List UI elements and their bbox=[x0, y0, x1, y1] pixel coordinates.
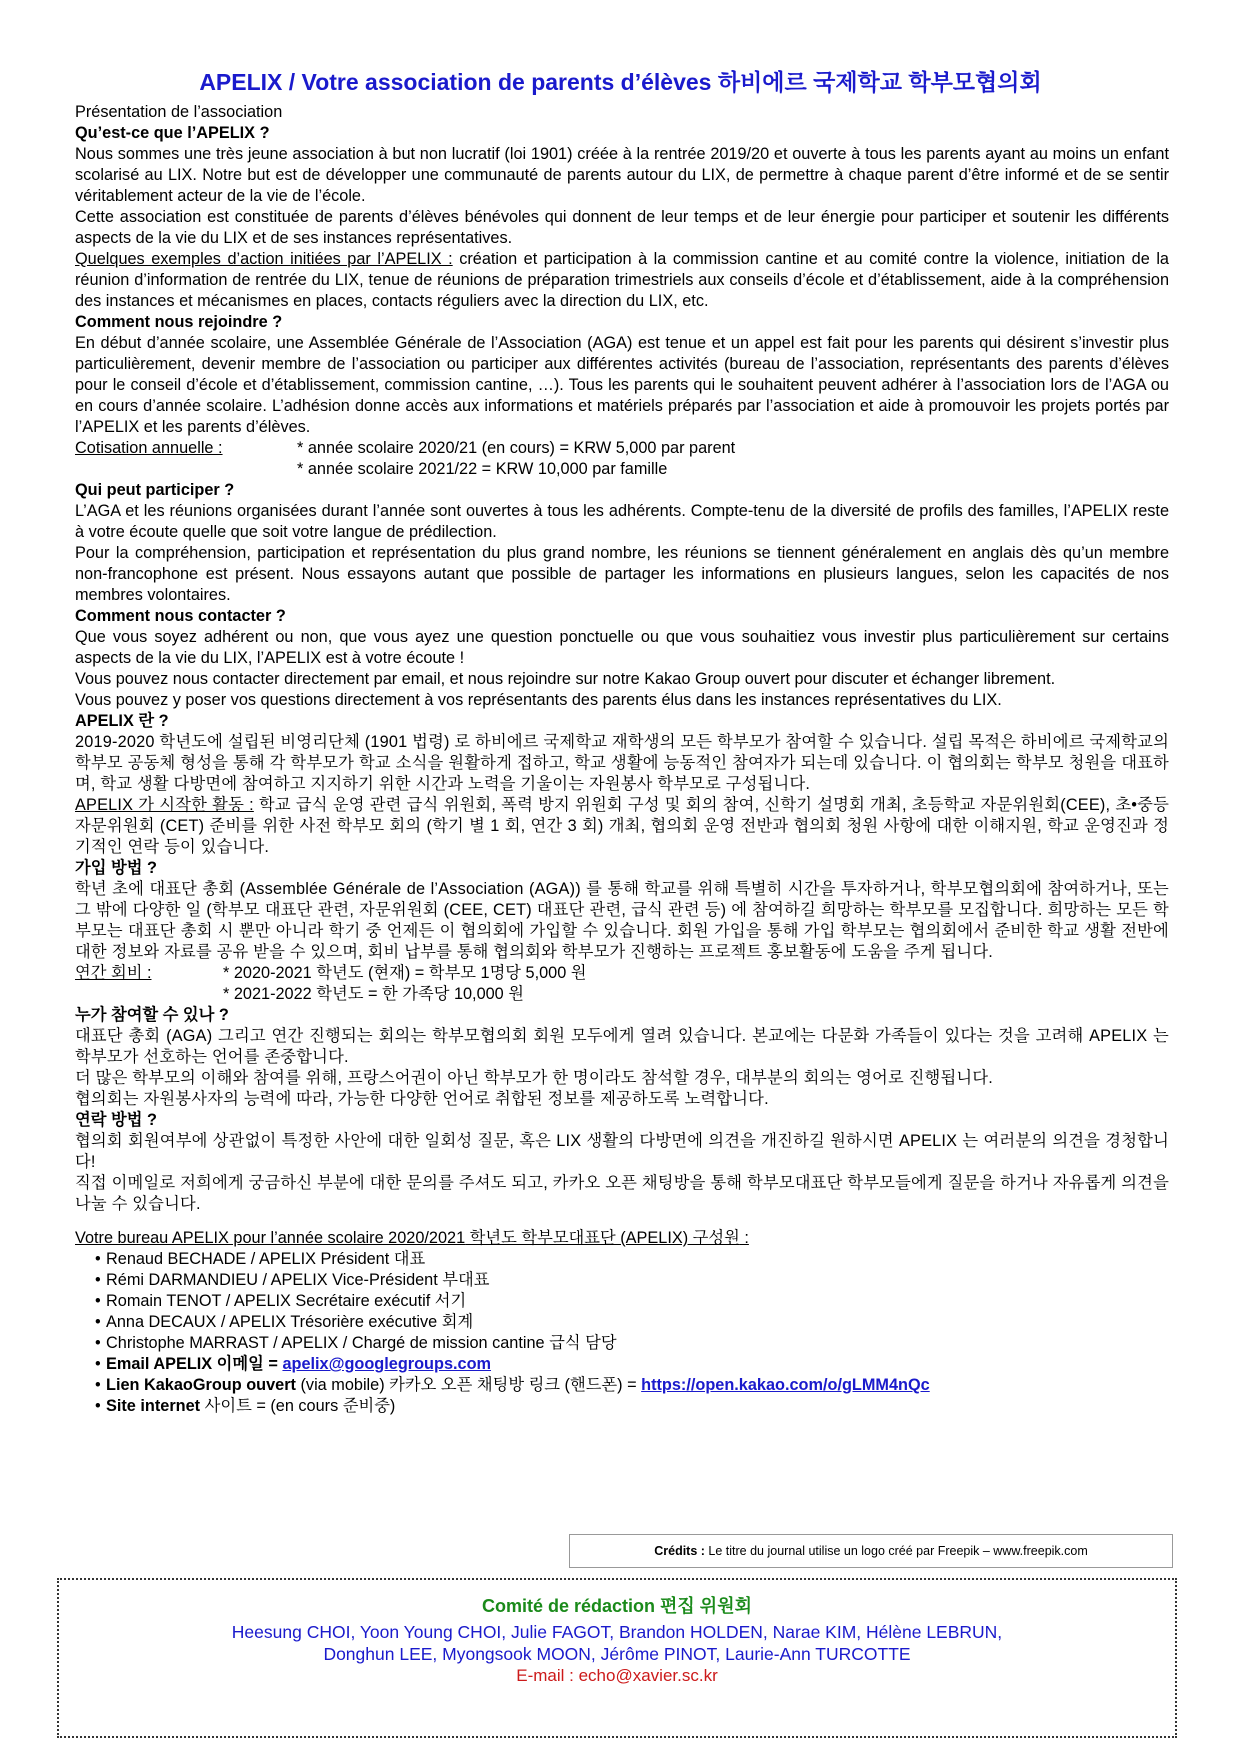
fr-q1-p1: Nous sommes une très jeune association à but non lucratif (loi 1901) créée à la rentrée 2019/20 et ouverte à tous les parents ayant au moins un enfant scolarisé au LIX. Notre but est de développer une communauté de parents autour du LIX, de permettre à chaque parent d’être informé et de se sentir véritablement acteur de la vie de l’école. bbox=[75, 145, 1169, 205]
ko-actions-text: 학교 급식 운영 관련 급식 위원회, 폭력 방지 위원회 구성 및 회의 참여, 신학기 설명회 개최, 초등학교 자문위원회(CEE), 초•중등 자문위원회 (CET) 준비를 위한 사전 학부모 회의 (학기 별 1 회, 연간 3 회) 개최, 협의회 운영 전반과 협의회 청원 사항에 대한 이해지원, 학교 운영진과 정기적인 연락 등이 있습니다. bbox=[75, 796, 1170, 856]
fr-q4-title: Comment nous contacter ? bbox=[75, 607, 286, 625]
fr-cotisation-row-1 bbox=[75, 438, 1169, 459]
ko-q3-p3: 협의회는 자원봉사자의 능력에 따라, 가능한 다양한 언어로 취합된 정보를 제공하도록 노력합니다. bbox=[75, 1090, 769, 1108]
ko-q2-p1: 학년 초에 대표단 총회 (Assemblée Générale de l’Association (AGA)) 를 통해 학교를 위해 특별히 시간을 투자하거나, 학부모협의회에 참여하거나, 또는 그 밖에 다양한 일 (학부모 대표단 관련, 자문위원회 (CEE, CET) 대표단 관련, 급식 관련 등) 에 참여하길 희망하는 학부모를 모집합니다. 희망하는 모든 학부모는 대표단 총회 시 뿐만 아니라 학기 중 언제든 이 협의회에 가입할 수 있습니다. 회원 가입을 통해 가입 학부모는 협의회에서 준비한 학교 생활 전반에 대한 정보와 자료를 공유 받을 수 있으며, 회비 납부를 통해 협의회와 학부모가 진행하는 프로젝트 홍보활동에 도움을 주게 됩니다. bbox=[75, 880, 1169, 961]
kakao-mid: (via mobile) 카카오 오픈 채팅방 링크 (핸드폰) = bbox=[295, 1376, 642, 1394]
committee-names-line-2: Donghun LEE, Myongsook MOON, Jérôme PINOT, Laurie-Ann TURCOTTE bbox=[323, 1644, 911, 1664]
fr-q2-p1: En début d’année scolaire, une Assemblée Générale de l’Association (AGA) est tenue et un appel est fait pour les parents qui désirent s’investir plus particulièrement, devenir membre de l’association ou participer aux différentes activités (bureau de l’association, représentants des parents d’élèves pour le conseil d’école et d’établissement, commission cantine, …). Tous les parents qui le souhaitent peuvent adhérer à l’association lors de l’AGA ou en cours d’année scolaire. L’adhésion donne accès aux informations et matériels préparés par l’association et aide à promouvoir les projets portés par l’APELIX et les parents d’élèves. bbox=[75, 334, 1169, 436]
ko-q4-p1: 협의회 회원여부에 상관없이 특정한 사안에 대한 일회성 질문, 혹은 LIX 생활의 다방면에 의견을 개진하길 원하시면 APELIX 는 여러분의 의견을 경청합니다! bbox=[75, 1132, 1169, 1171]
ko-q1-p1: 2019-2020 학년도에 설립된 비영리단체 (1901 법령) 로 하비에르 국제학교 재학생의 모든 학부모가 참여할 수 있습니다. 설립 목적은 하비에르 국제학교의 학부모 공동체 형성을 통해 각 학부모가 학교 소식을 원활하게 접하고, 학교 생활에 능동적인 참여자가 되는데 있습니다. 이 협의회는 학부모 청원을 대표하며, 학교 생활 다방면에 참여하고 지지하기 위한 시간과 노력을 기울이는 자원봉사 학부모로 구성됩니다. bbox=[75, 733, 1169, 793]
fr-cotisation-1: * année scolaire 2020/21 (en cours) = KRW 5,000 par parent bbox=[297, 439, 736, 457]
fr-q3-p2: Pour la compréhension, participation et représentation du plus grand nombre, les réunions se tiennent généralement en anglais dès qu’un membre non-francophone est présent. Nous essayons autant que possible de partager les informations en plusieurs langues, selon les capacités de nos membres volontaires. bbox=[75, 544, 1169, 604]
fr-q2-title: Comment nous rejoindre ? bbox=[75, 313, 283, 331]
fr-q1-p3 bbox=[75, 249, 1169, 312]
page-title: APELIX / Votre association de parents d’élèves 하비에르 국제학교 학부모협의회 bbox=[199, 69, 1042, 95]
site-label: Site internet bbox=[106, 1397, 201, 1415]
committee-names-line-1: Heesung CHOI, Yoon Young CHOI, Julie FAGOT, Brandon HOLDEN, Narae KIM, Hélène LEBRUN, bbox=[231, 1622, 1003, 1642]
fr-q3-title: Qui peut participer ? bbox=[75, 481, 235, 499]
email-link[interactable]: apelix@googlegroups.com bbox=[282, 1355, 492, 1373]
fr-q4-p3: Vous pouvez y poser vos questions directement à vos représentants des parents élus dans les instances représentatives du LIX. bbox=[75, 691, 1002, 709]
ko-q4-p2: 직접 이메일로 저희에게 궁금하신 부분에 대한 문의를 주셔도 되고, 카카오 오픈 채팅방을 통해 학부모대표단 학부모들에게 질문을 하거나 자유롭게 의견을 나눌 수 있습니다. bbox=[75, 1174, 1169, 1213]
ko-q3-p2: 더 많은 학부모의 이해와 참여를 위해, 프랑스어권이 아닌 학부모가 한 명이라도 참석할 경우, 대부분의 회의는 영어로 진행됩니다. bbox=[75, 1069, 993, 1087]
fr-q3-p1: L’AGA et les réunions organisées durant l’année sont ouvertes à tous les adhérents. Compte-tenu de la diversité de profils des familles, l’APELIX reste à votre écoute quelle que soit votre langue de prédilection. bbox=[75, 502, 1169, 541]
fr-actions-label: Quelques exemples d’action initiées par l’APELIX : bbox=[75, 250, 453, 268]
bureau-heading-fr: Votre bureau APELIX pour l’année scolaire 2020/2021 bbox=[75, 1229, 466, 1247]
bureau-heading-colon: : bbox=[739, 1229, 749, 1247]
ko-fee-row-2 bbox=[75, 984, 1169, 1005]
subtitle: Présentation de l’association bbox=[75, 103, 283, 121]
ko-fee-row-1 bbox=[75, 963, 1169, 984]
ko-q2-title: 가입 방법 ? bbox=[75, 859, 157, 877]
bureau-heading bbox=[75, 1228, 1169, 1249]
editorial-committee-box bbox=[57, 1578, 1177, 1738]
fr-cotisation-label: Cotisation annuelle : bbox=[75, 439, 223, 457]
site-text: 사이트 = (en cours 준비중) bbox=[200, 1397, 396, 1415]
bureau-heading-ko: 학년도 학부모대표단 (APELIX) 구성원 bbox=[465, 1229, 740, 1247]
kakao-link[interactable]: https://open.kakao.com/o/gLMM4nQc bbox=[641, 1376, 930, 1394]
fr-actions-text: création et participation à la commission cantine et au comité contre la violence, initiation de la réunion d’information de rentrée du LIX, tenue de réunions de préparation trimestriels aux conseils d’école et d’établissement, aide à la compréhension des instances et mécanismes en places, contacts réguliers avec la direction du LIX, etc. bbox=[75, 250, 1169, 310]
fr-q4-p1: Que vous soyez adhérent ou non, que vous ayez une question ponctuelle ou que vous souhaitiez vous investir plus particulièrement sur certains aspects de la vie du LIX, l’APELIX est à votre écoute ! bbox=[75, 628, 1169, 667]
fr-q1-title: Qu’est-ce que l’APELIX ? bbox=[75, 124, 270, 142]
ko-q3-title: 누가 참여할 수 있나 ? bbox=[75, 1006, 229, 1024]
bureau-member: • Anna DECAUX / APELIX Trésorière exécutive 회계 bbox=[75, 1312, 1169, 1333]
main-content bbox=[75, 102, 1169, 1417]
credits-text: Le titre du journal utilise un logo créé par Freepik – www.freepik.com bbox=[704, 1544, 1088, 1558]
fr-cotisation-row-2 bbox=[75, 459, 1169, 480]
committee-email[interactable]: E-mail : echo@xavier.sc.kr bbox=[516, 1666, 718, 1685]
ko-fee-label: 연간 회비 : bbox=[75, 964, 152, 982]
bureau-member: • Christophe MARRAST / APELIX / Chargé de mission cantine 급식 담당 bbox=[75, 1333, 1169, 1354]
ko-fee-1: * 2020-2021 학년도 (현재) = 학부모 1명당 5,000 원 bbox=[223, 964, 587, 982]
ko-q3-p1: 대표단 총회 (AGA) 그리고 연간 진행되는 회의는 학부모협의회 회원 모두에게 열려 있습니다. 본교에는 다문화 가족들이 있다는 것을 고려해 APELIX 는 학부모가 선호하는 언어를 존중합니다. bbox=[75, 1027, 1169, 1066]
ko-q1-p2 bbox=[75, 795, 1169, 858]
credits-label: Crédits : bbox=[654, 1544, 705, 1558]
bureau-member: • Renaud BECHADE / APELIX Président 대표 bbox=[75, 1249, 1169, 1270]
bureau-member: • Romain TENOT / APELIX Secrétaire exécutif 서기 bbox=[75, 1291, 1169, 1312]
kakao-label: Lien KakaoGroup ouvert bbox=[106, 1376, 296, 1394]
credits-box bbox=[569, 1534, 1173, 1568]
committee-title: Comité de rédaction 편집 위원회 bbox=[482, 1596, 752, 1616]
bureau-kakao-item bbox=[75, 1375, 1169, 1396]
email-label: Email APELIX 이메일 = bbox=[106, 1355, 283, 1373]
ko-q4-title: 연락 방법 ? bbox=[75, 1111, 157, 1129]
bureau-site-item bbox=[75, 1396, 1169, 1417]
ko-actions-label: APELIX 가 시작한 활동 : bbox=[75, 796, 254, 814]
ko-fee-2: * 2021-2022 학년도 = 한 가족당 10,000 원 bbox=[223, 985, 524, 1003]
ko-q1-title: APELIX 란 ? bbox=[75, 712, 169, 730]
bureau-email-item bbox=[75, 1354, 1169, 1375]
fr-cotisation-2: * année scolaire 2021/22 = KRW 10,000 par famille bbox=[297, 460, 668, 478]
bureau-list bbox=[75, 1249, 1169, 1417]
fr-q4-p2: Vous pouvez nous contacter directement par email, et nous rejoindre sur notre Kakao Group ouvert pour discuter et échanger librement. bbox=[75, 670, 1056, 688]
fr-q1-p2: Cette association est constituée de parents d’élèves bénévoles qui donnent de leur temps et de leur énergie pour participer et soutenir les différents aspects de la vie du LIX et de ses instances représentatives. bbox=[75, 208, 1169, 247]
bureau-member: • Rémi DARMANDIEU / APELIX Vice-Président 부대표 bbox=[75, 1270, 1169, 1291]
